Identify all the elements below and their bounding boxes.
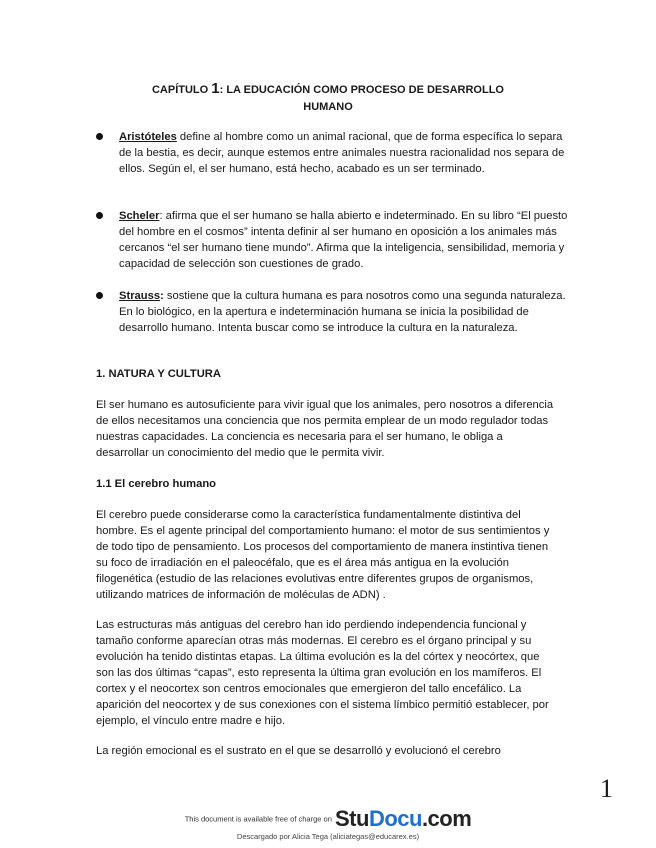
bullet-text: Scheler: afirma que el ser humano se halla abierto e indeterminado. En su libro “El puesto del hombre en el cosmos” intenta definir al ser humano en oposición a los animales más cercanos “el ser humano tiene mundo”. Afirma que la inteligencia, sensibilidad, memoria y capacidad de selección son cuestiones de grado. <box>119 210 568 270</box>
bullet-icon <box>96 292 103 299</box>
paragraph: El cerebro puede considerarse como la característica fundamentalmente distintiva del hombre. Es el agente principal del comportamiento humano: el motor de sus sentimientos y de todo tipo de pensamiento. Los procesos del comportamiento de manera instintiva tienen su foco de irradiación en el paleocéfalo, que es el área más antigua en la evolución filogenética (estudio de las relaciones evolutivas entre diferentes grupos de organismos, utilizando matrices de información de moléculas de ADN) . <box>96 509 550 601</box>
bullet-term: Scheler <box>119 210 160 222</box>
bullet-icon <box>96 133 103 140</box>
chapter-title <box>0 80 656 116</box>
footer-free-text: This document is available free of charge on <box>184 814 332 824</box>
paragraph: El ser humano es autosuficiente para vivir igual que los animales, pero nosotros a diferencia de ellos necesitamos una conciencia que nos permita emplear de un modo regulador todas nuestras capacidades. La conciencia es necesaria para el ser humano, le obliga a desarrollar un conocimiento del medio que le permita vivir. <box>96 399 554 459</box>
page-number: 1 <box>600 774 613 803</box>
paragraph: La región emocional es el sustrato en el que se desarrolló y evolucionó el cerebro <box>96 745 501 757</box>
subsection-heading: 1.1 El cerebro humano <box>96 478 216 490</box>
bullet-icon <box>96 212 103 219</box>
chapter-title-line2: HUMANO <box>303 101 353 113</box>
chapter-title-line1: CAPÍTULO 1: LA EDUCACIÓN COMO PROCESO DE DESARROLLO <box>151 80 504 97</box>
bullet-term: Aristóteles <box>119 131 177 143</box>
bullet-text: Strauss: sostiene que la cultura humana es para nosotros como una segunda naturaleza. En lo biológico, en la apertura e indeterminación humana se inicia la posibilidad de desarrollo humano. Intenta buscar como se introduce la cultura en la naturaleza. <box>119 290 566 334</box>
paragraph: Las estructuras más antiguas del cerebro han ido perdiendo independencia funcional y tamaño conforme aparecían otras más modernas. El cerebro es el órgano principal y su evolución ha tenido distintas etapas. La última evolución es la del córtex y neocórtex, que son las dos últimas “capas”, esto representa la última gran evolución en los mamíferos. El cortex y el neocortex son centros emocionales que emergieron del tallo encefálico. La aparición del neocortex y de sus conexiones con el sistema límbico permitió establecer, por ejemplo, el vínculo entre madre e hijo. <box>96 619 549 727</box>
bullet-term: Strauss <box>119 290 161 302</box>
footer-branding <box>0 806 656 832</box>
studocu-logo[interactable]: StuDocu.com <box>334 806 472 831</box>
downloaded-by-text: Descargado por Alicia Tega (aliciategas@educarex.es) <box>236 832 420 841</box>
bullet-text: Aristóteles define al hombre como un animal racional, que de forma específica lo separa de la bestia, es decir, aunque estemos entre animales nuestra racionalidad nos separa de ellos. Según el, el ser humano, está hecho, acabado es un ser terminado. <box>119 131 565 175</box>
section-heading: 1. NATURA Y CULTURA <box>96 368 221 380</box>
chapter-number: 1 <box>211 80 220 97</box>
